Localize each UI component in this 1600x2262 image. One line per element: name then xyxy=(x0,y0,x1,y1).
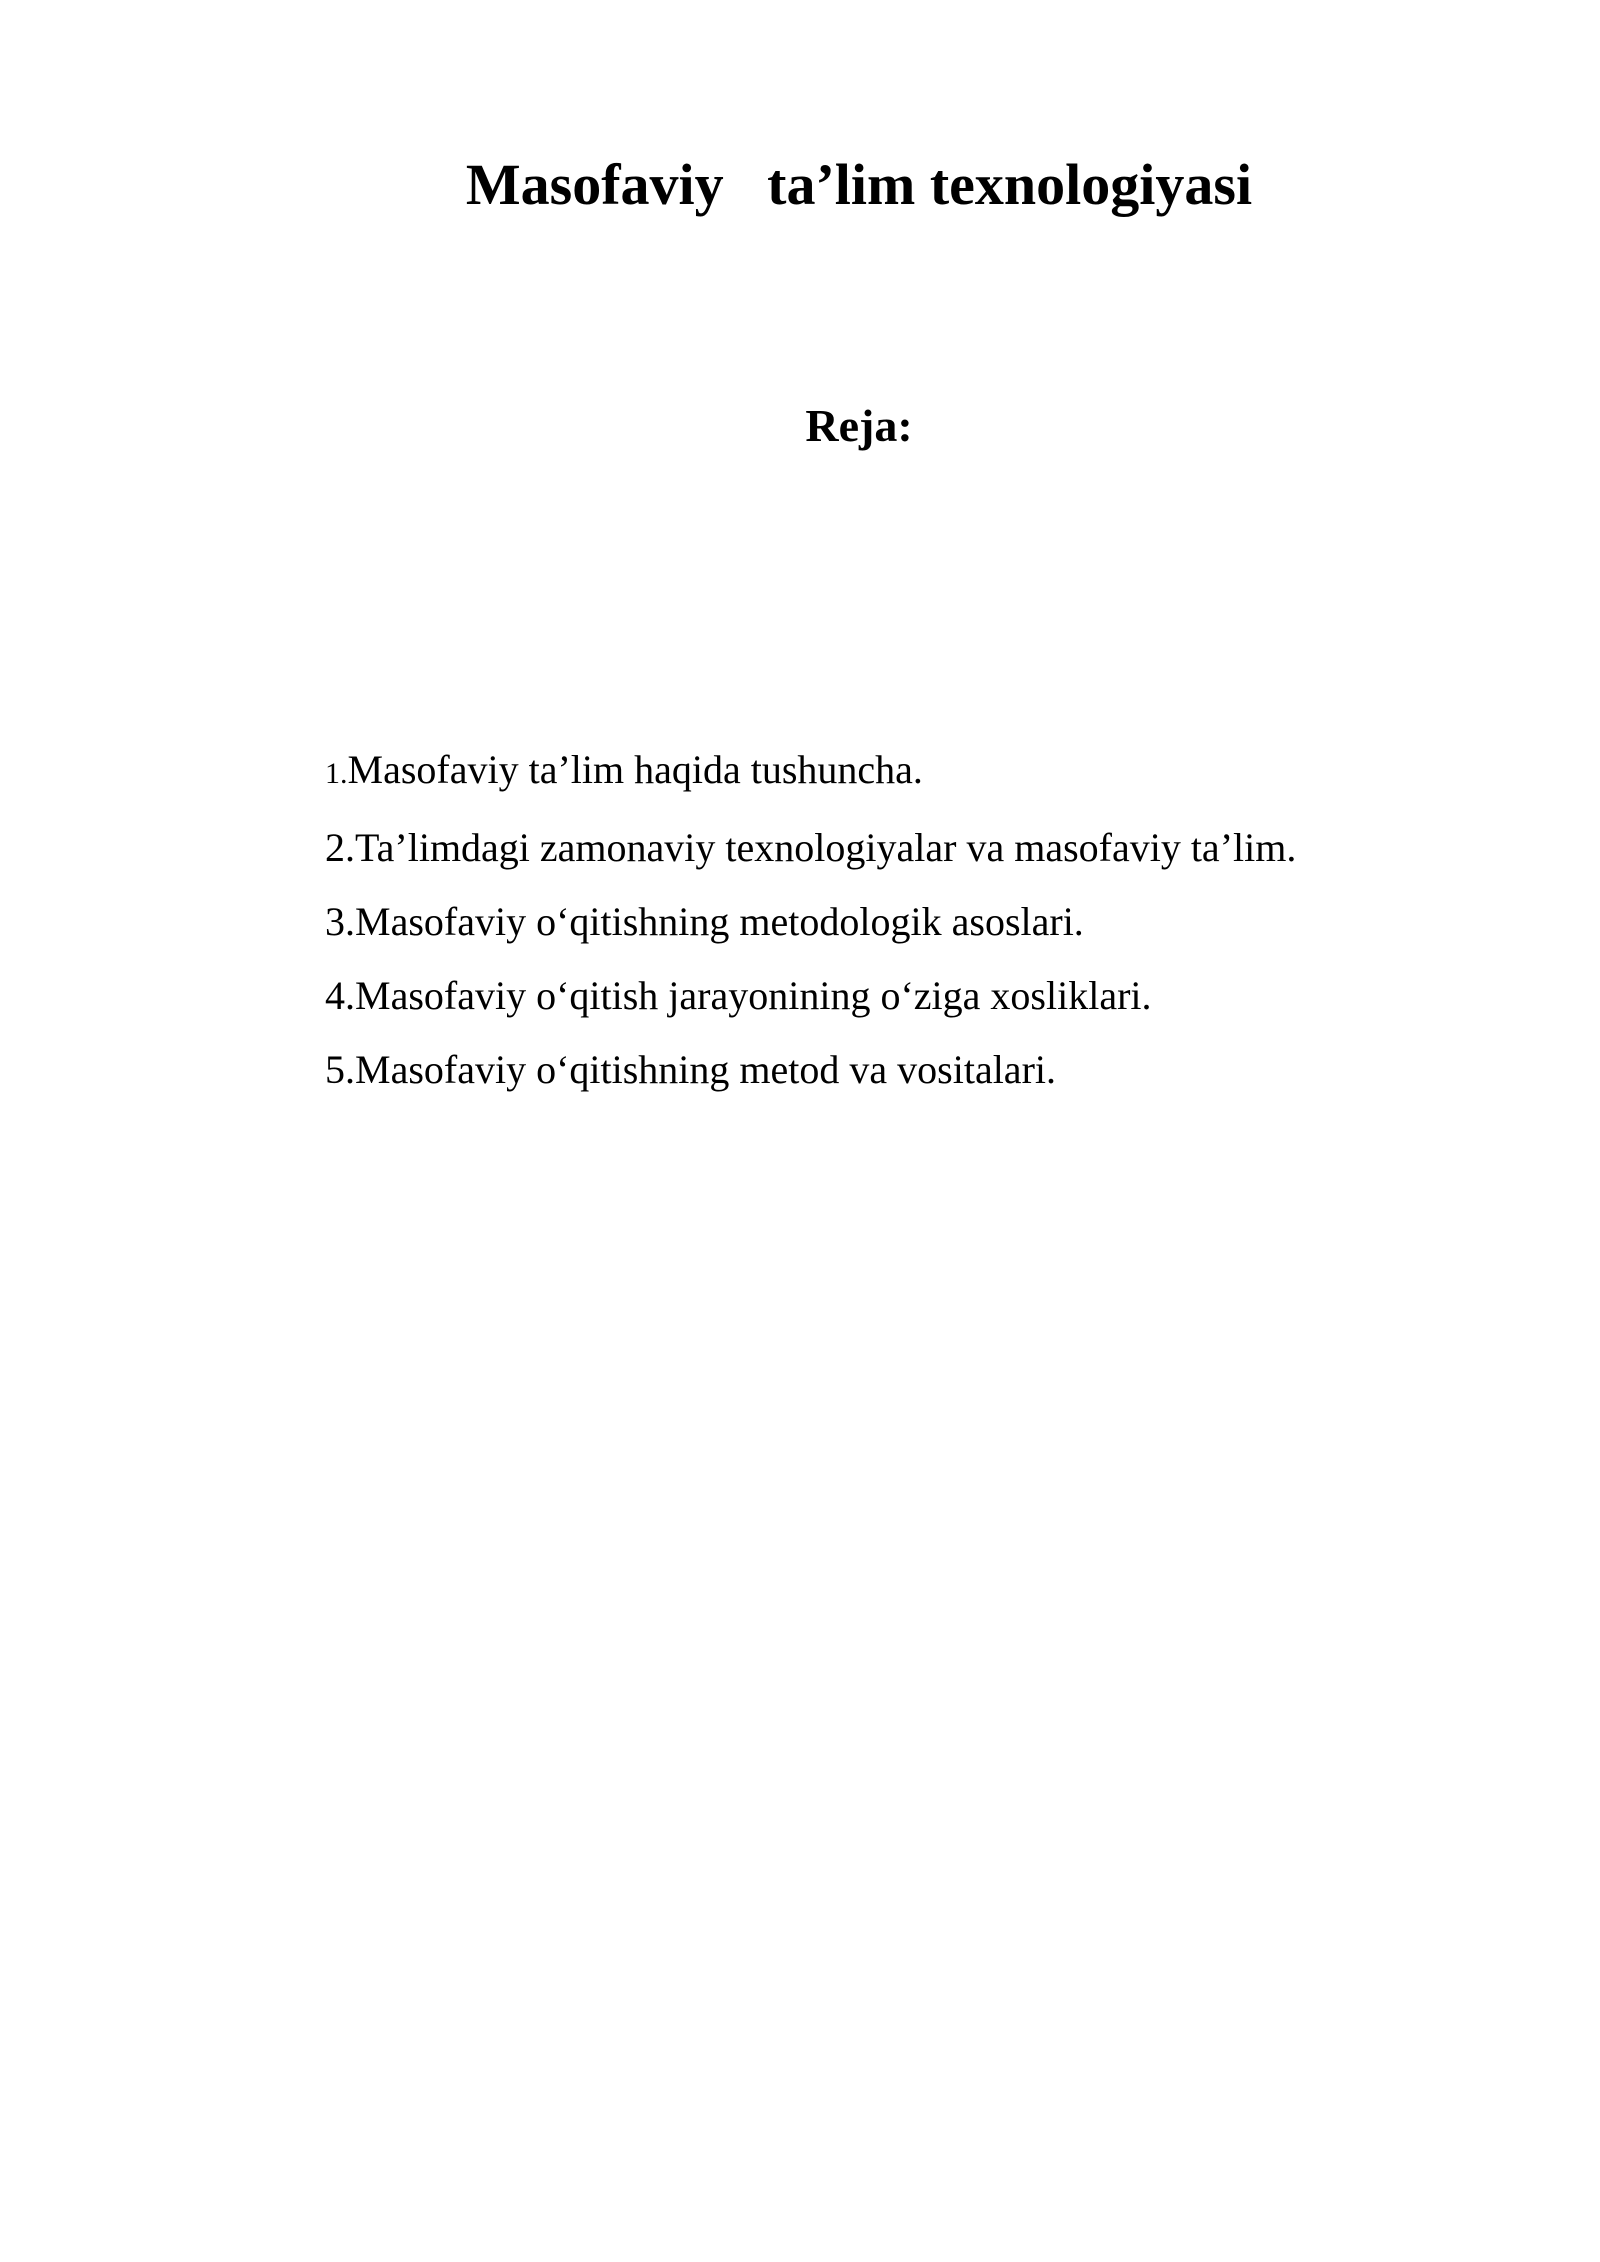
plan-item-number: 2. xyxy=(325,825,355,870)
plan-item-3 xyxy=(325,885,1296,959)
plan-item-number: 4. xyxy=(325,973,355,1018)
plan-item-number: 1. xyxy=(325,757,348,790)
plan-item-number: 3. xyxy=(325,899,355,944)
plan-item-4 xyxy=(325,959,1296,1033)
plan-item-text: Ta’limdagi zamonaviy texnologiyalar va masofaviy ta’lim. xyxy=(355,825,1297,870)
plan-item-text: Masofaviy ta’lim haqida tushuncha. xyxy=(347,747,923,792)
plan-item-1 xyxy=(325,733,1296,811)
plan-item-2 xyxy=(325,811,1296,885)
plan-list xyxy=(325,733,1296,1107)
plan-item-number: 5. xyxy=(325,1047,355,1092)
plan-item-text: Masofaviy o‘qitish jarayonining o‘ziga xosliklari. xyxy=(355,973,1152,1018)
plan-item-text: Masofaviy o‘qitishning metod va vositalari. xyxy=(355,1047,1056,1092)
plan-heading: Reja: xyxy=(805,400,913,451)
page-title: Masofaviy ta’lim texnologiyasi xyxy=(465,152,1253,217)
plan-item-5 xyxy=(325,1033,1296,1107)
plan-item-text: Masofaviy o‘qitishning metodologik asoslari. xyxy=(355,899,1084,944)
